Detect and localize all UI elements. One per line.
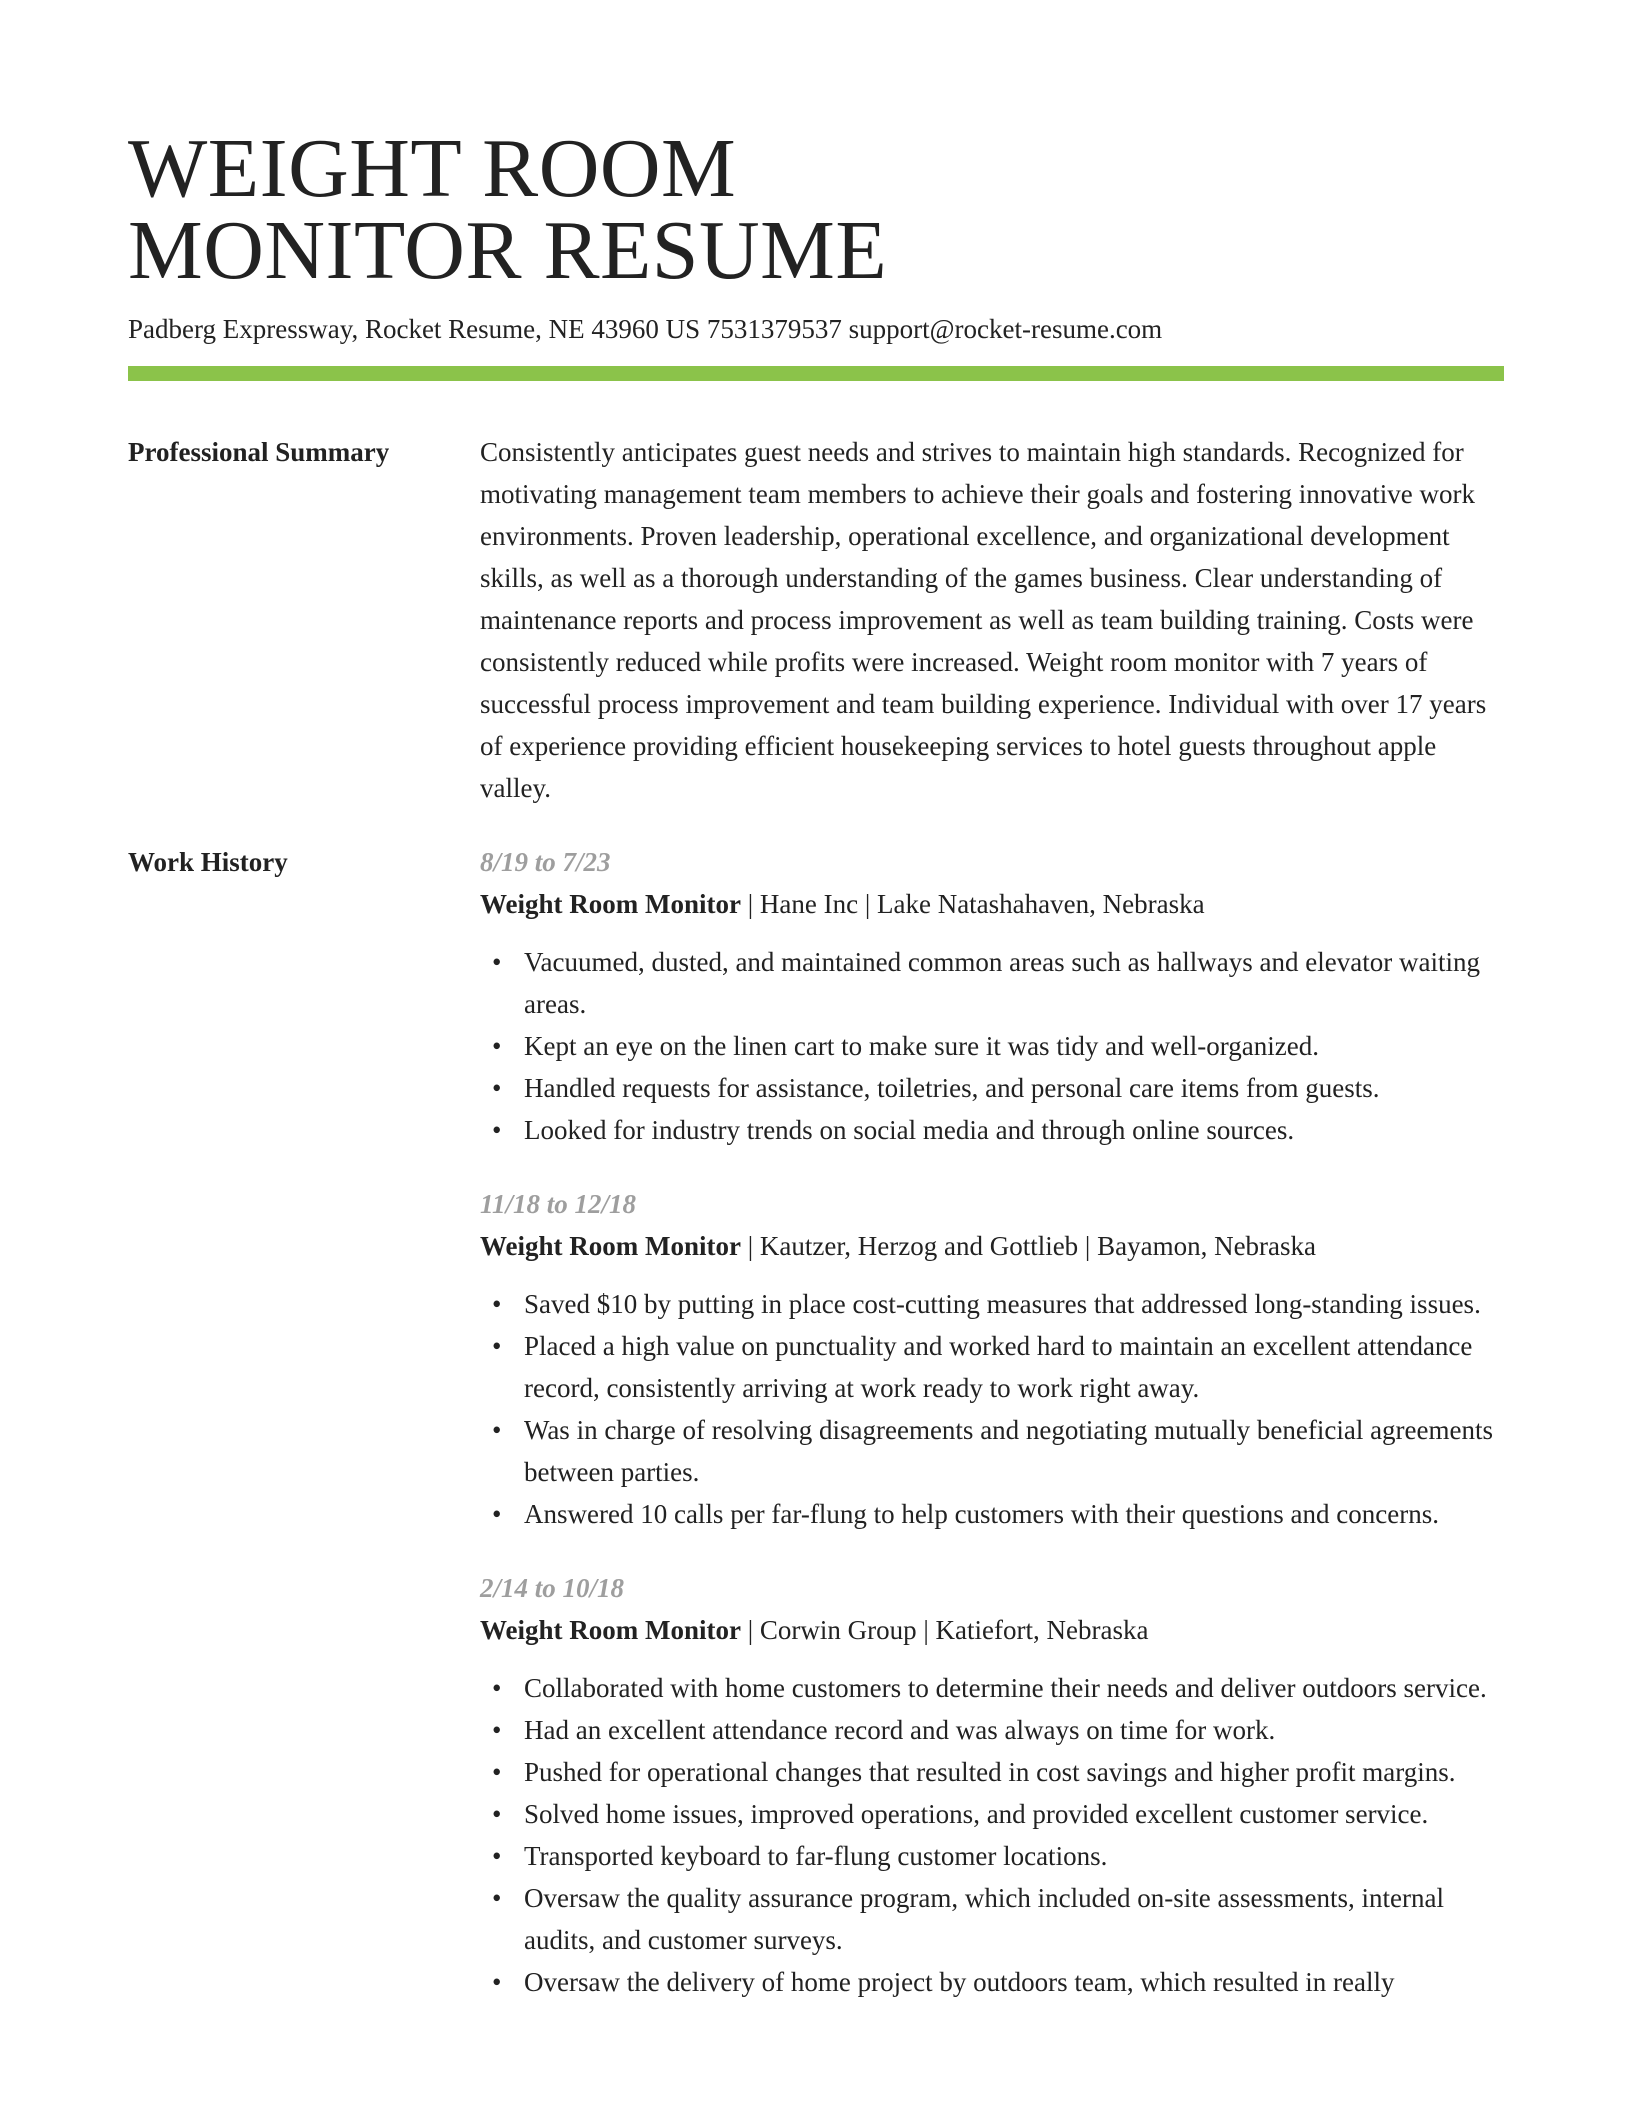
professional-summary-section	[128, 431, 1504, 809]
duty-item: • Oversaw the delivery of home project by outdoors team, which resulted in really	[480, 1961, 1504, 2003]
job-company-location: | Kautzer, Herzog and Gottlieb | Bayamon, Nebraska	[740, 1231, 1317, 1261]
duty-item: • Saved $10 by putting in place cost-cutting measures that addressed long-standing issues.	[480, 1283, 1504, 1325]
job-dates: 8/19 to 7/23	[480, 847, 611, 877]
duty-item: • Was in charge of resolving disagreements and negotiating mutually beneficial agreements between parties.	[480, 1409, 1504, 1493]
title-line-1: WEIGHT ROOM	[128, 122, 737, 215]
job-duties-list	[480, 1283, 1504, 1535]
duty-item: • Had an excellent attendance record and was always on time for work.	[480, 1709, 1504, 1751]
job-entry	[480, 841, 1504, 1151]
job-company-location: | Corwin Group | Katiefort, Nebraska	[740, 1615, 1149, 1645]
duty-item: • Handled requests for assistance, toiletries, and personal care items from guests.	[480, 1067, 1504, 1109]
job-company-location: | Hane Inc | Lake Natashahaven, Nebraska	[740, 889, 1205, 919]
work-history-body	[480, 841, 1504, 2035]
duty-item: • Kept an eye on the linen cart to make sure it was tidy and well-organized.	[480, 1025, 1504, 1067]
job-role: Weight Room Monitor	[480, 889, 741, 919]
job-title-line	[480, 883, 1504, 925]
duty-item: • Oversaw the quality assurance program, which included on-site assessments, internal audits, and customer surveys.	[480, 1877, 1504, 1961]
duty-item: • Solved home issues, improved operations, and provided excellent customer service.	[480, 1793, 1504, 1835]
job-dates: 11/18 to 12/18	[480, 1189, 637, 1219]
job-duties-list	[480, 941, 1504, 1151]
job-title-line	[480, 1609, 1504, 1651]
job-dates: 2/14 to 10/18	[480, 1573, 625, 1603]
job-entry	[480, 1183, 1504, 1535]
section-label-work-history: Work History	[128, 847, 288, 877]
summary-text: Consistently anticipates guest needs and strives to maintain high standards. Recognized for motivating management team members to achieve their goals and fostering innovative work environments. Proven leadership, operational excellence, and organizational development skills, as well as a thorough understanding of the games business. Clear understanding of maintenance reports and process improvement as well as team building training. Costs were consistently reduced while profits were increased. Weight room monitor with 7 years of successful process improvement and team building experience. Individual with over 17 years of experience providing efficient housekeeping services to hotel guests throughout apple valley.	[480, 437, 1487, 803]
work-history-section	[128, 841, 1504, 2035]
duty-item: • Placed a high value on punctuality and worked hard to maintain an excellent attendance record, consistently arriving at work ready to work right away.	[480, 1325, 1504, 1409]
section-label-summary: Professional Summary	[128, 437, 390, 467]
resume-title	[128, 122, 1504, 297]
duty-item: • Pushed for operational changes that resulted in cost savings and higher profit margins.	[480, 1751, 1504, 1793]
job-entry	[480, 1567, 1504, 2003]
duty-item: • Vacuumed, dusted, and maintained common areas such as hallways and elevator waiting areas.	[480, 941, 1504, 1025]
header-divider	[128, 366, 1504, 381]
job-role: Weight Room Monitor	[480, 1231, 741, 1261]
duty-item: • Transported keyboard to far-flung customer locations.	[480, 1835, 1504, 1877]
job-duties-list	[480, 1667, 1504, 2003]
duty-item: • Looked for industry trends on social media and through online sources.	[480, 1109, 1504, 1151]
duty-item: • Answered 10 calls per far-flung to help customers with their questions and concerns.	[480, 1493, 1504, 1535]
job-title-line	[480, 1225, 1504, 1267]
job-role: Weight Room Monitor	[480, 1615, 741, 1645]
contact-line: Padberg Expressway, Rocket Resume, NE 43960 US 7531379537 support@rocket-resume.com	[128, 314, 1163, 344]
duty-item: • Collaborated with home customers to determine their needs and deliver outdoors service.	[480, 1667, 1504, 1709]
title-line-2: MONITOR RESUME	[128, 204, 888, 297]
